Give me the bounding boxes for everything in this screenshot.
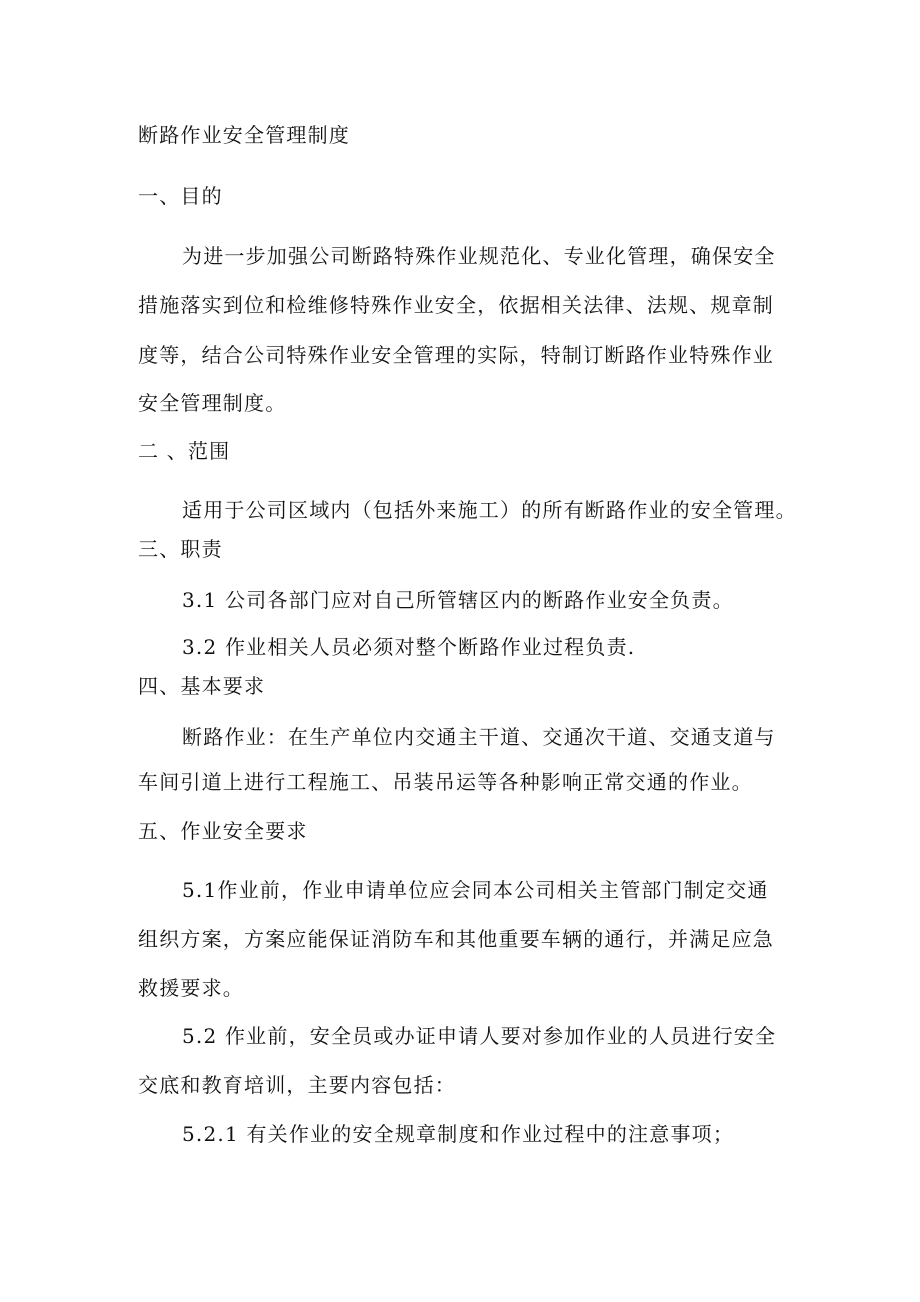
section-heading-duty: 三、职责: [138, 537, 223, 561]
paragraph-line: 断路作业：在生产单位内交通主干道、交通次干道、交通支道与: [182, 725, 776, 749]
paragraph-line: 救援要求。: [138, 976, 244, 1000]
paragraph-line: 度等，结合公司特殊作业安全管理的实际，特制订断路作业特殊作业: [138, 343, 774, 367]
document-title: 断路作业安全管理制度: [138, 123, 350, 147]
paragraph-line: 5.2 作业前，安全员或办证申请人要对参加作业的人员进行安全: [182, 1024, 777, 1048]
paragraph-line: 适用于公司区域内（包括外来施工）的所有断路作业的安全管理。: [182, 498, 797, 522]
section-heading-purpose: 一、目的: [138, 184, 223, 208]
paragraph-line: 5.1作业前，作业申请单位应会同本公司相关主管部门制定交通: [182, 878, 769, 902]
paragraph-line: 为进一步加强公司断路特殊作业规范化、专业化管理，确保安全: [182, 244, 776, 268]
paragraph-line: 3.2 作业相关人员必须对整个断路作业过程负责.: [182, 635, 636, 659]
paragraph-line: 安全管理制度。: [138, 391, 287, 415]
paragraph-line: 3.1 公司各部门应对自己所管辖区内的断路作业安全负责。: [182, 588, 734, 612]
section-heading-scope: 二 、范围: [138, 439, 231, 463]
section-heading-safety: 五、作业安全要求: [138, 819, 308, 843]
paragraph-line: 车间引道上进行工程施工、吊装吊运等各种影响正常交通的作业。: [138, 770, 753, 794]
section-heading-basic: 四、基本要求: [138, 674, 266, 698]
paragraph-line: 措施落实到位和检维修特殊作业安全，依据相关法律、法规、规章制: [138, 293, 774, 317]
paragraph-line: 交底和教育培训，主要内容包括：: [138, 1073, 456, 1097]
paragraph-line: 组织方案，方案应能保证消防车和其他重要车辆的通行，并满足应急: [138, 927, 774, 951]
paragraph-line: 5.2.1 有关作业的安全规章制度和作业过程中的注意事项；: [182, 1122, 735, 1146]
